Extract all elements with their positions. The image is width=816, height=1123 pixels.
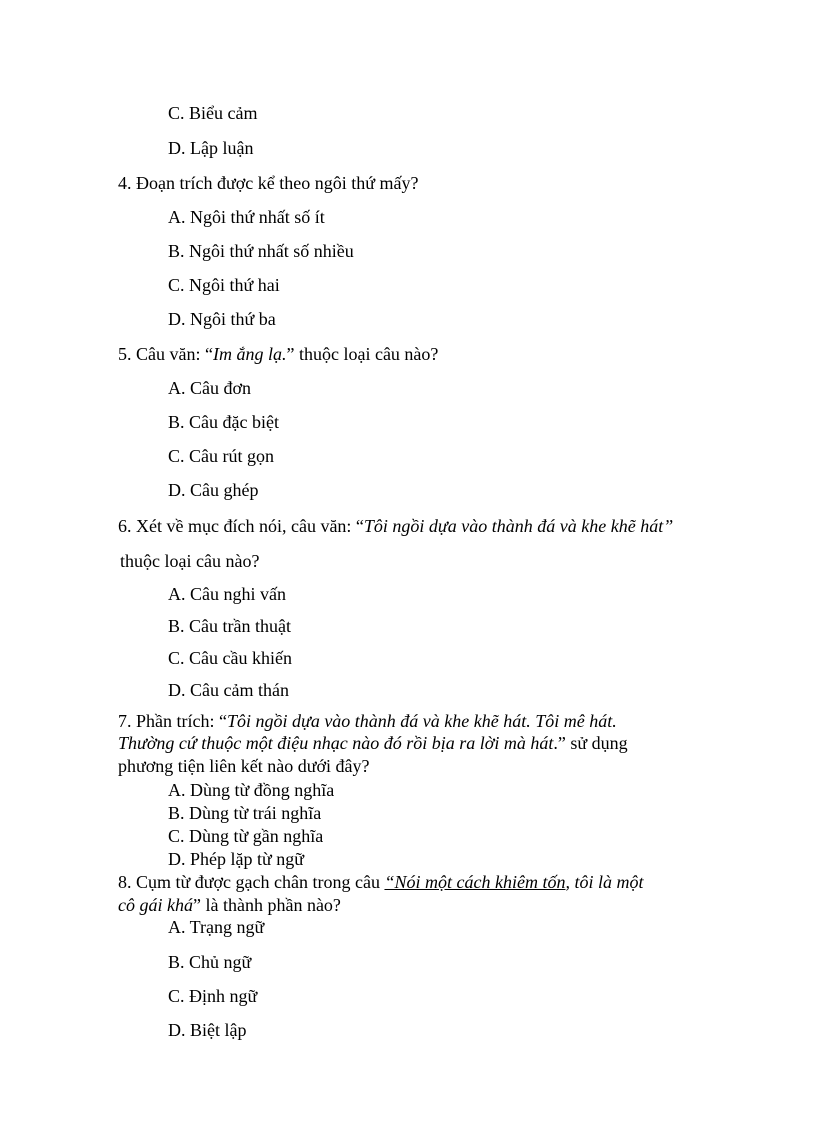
q8-prefix: 8. Cụm từ được gạch chân trong câu	[118, 872, 385, 892]
q6-option-a: A. Câu nghi vấn	[168, 584, 286, 604]
q5-quote: Im ắng lạ.	[212, 344, 287, 364]
question-4: 4. Đoạn trích được kể theo ngôi thứ mấy?	[118, 173, 419, 193]
q5-prefix: 5. Câu văn: “	[118, 344, 213, 364]
question-6	[118, 515, 673, 537]
q6-option-c: C. Câu cầu khiến	[168, 648, 292, 668]
q5-option-c: C. Câu rút gọn	[168, 446, 274, 466]
q7-quote-line-2: Thường cứ thuộc một điệu nhạc nào đó rồi bịa ra lời mà hát	[118, 733, 554, 753]
q7-suffix: .” sử dụng	[553, 733, 628, 753]
q6-quote: Tôi ngồi dựa vào thành đá và khe khẽ hát”	[363, 516, 674, 536]
question-6-line-2: thuộc loại câu nào?	[120, 551, 260, 571]
q6-prefix: 6. Xét về mục đích nói, câu văn: “	[118, 516, 364, 536]
q5-option-a: A. Câu đơn	[168, 378, 252, 398]
q4-option-a: A. Ngôi thứ nhất số ít	[168, 207, 325, 227]
q8-line2-rest: ” là thành phần nào?	[192, 895, 341, 915]
q8-quote-rest: , tôi là một	[565, 872, 644, 892]
q8-option-c: C. Định ngữ	[168, 986, 258, 1006]
q4-option-d: D. Ngôi thứ ba	[168, 309, 276, 329]
q7-option-b: B. Dùng từ trái nghĩa	[168, 803, 322, 823]
q5-option-d: D. Câu ghép	[168, 480, 259, 500]
question-8-line-2	[118, 894, 341, 916]
question-7-line-3: phương tiện liên kết nào dưới đây?	[118, 756, 370, 776]
q7-option-d: D. Phép lặp từ ngữ	[168, 849, 305, 869]
question-7-line-2	[118, 732, 628, 754]
q4-option-b: B. Ngôi thứ nhất số nhiều	[168, 241, 354, 261]
question-7	[118, 710, 617, 732]
option-c-biểu-cảm: C. Biểu cảm	[168, 103, 258, 123]
q8-option-d: D. Biệt lập	[168, 1020, 247, 1040]
q5-option-b: B. Câu đặc biệt	[168, 412, 279, 432]
q7-option-c: C. Dùng từ gần nghĩa	[168, 826, 324, 846]
q6-option-d: D. Câu cảm thán	[168, 680, 289, 700]
q8-option-b: B. Chủ ngữ	[168, 952, 252, 972]
q4-option-c: C. Ngôi thứ hai	[168, 275, 280, 295]
q8-underlined-phrase	[384, 872, 565, 892]
q8-underlined-text: “Nói một cách khiêm tốn	[384, 872, 566, 892]
q8-line2-quote: cô gái khá	[118, 895, 193, 915]
question-8	[118, 871, 643, 893]
q7-quote-line-1: Tôi ngồi dựa vào thành đá và khe khẽ hát. Tôi mê hát.	[226, 711, 617, 731]
q7-option-a: A. Dùng từ đồng nghĩa	[168, 780, 335, 800]
q8-option-a: A. Trạng ngữ	[168, 917, 265, 937]
q5-suffix: ” thuộc loại câu nào?	[286, 344, 439, 364]
question-5	[118, 343, 438, 365]
option-d-lập-luận: D. Lập luận	[168, 138, 254, 158]
q6-option-b: B. Câu trần thuật	[168, 616, 291, 636]
q7-prefix: 7. Phần trích: “	[118, 711, 227, 731]
